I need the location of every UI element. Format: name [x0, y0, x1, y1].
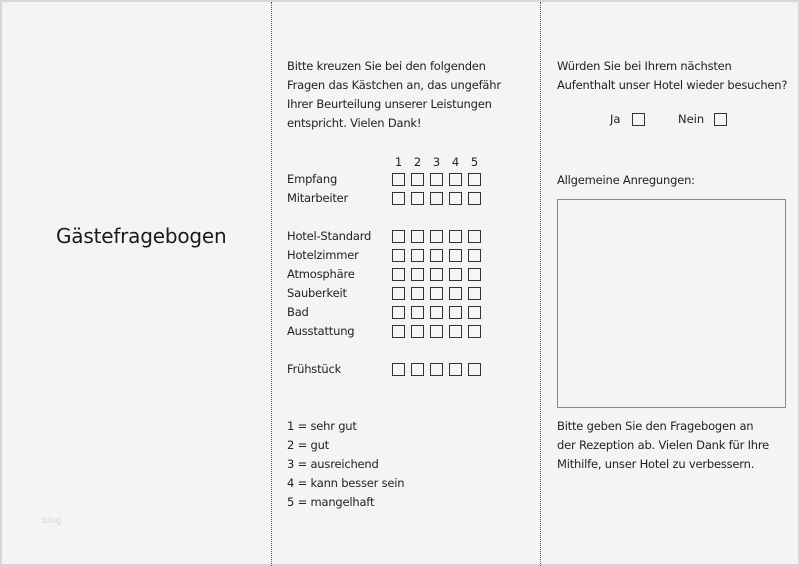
checkbox-rating-3[interactable]	[430, 192, 443, 205]
yes-checkbox[interactable]	[632, 113, 645, 126]
suggestions-textbox[interactable]	[557, 199, 786, 408]
rating-label: Bad	[287, 305, 309, 319]
checkbox-rating-4[interactable]	[449, 363, 462, 376]
checkbox-rating-4[interactable]	[449, 192, 462, 205]
scale-number: 4	[451, 155, 460, 169]
checkbox-rating-5[interactable]	[468, 363, 481, 376]
intro-line: Bitte kreuzen Sie bei den folgenden	[287, 59, 486, 73]
intro-line: Ihrer Beurteilung unserer Leistungen	[287, 97, 492, 111]
checkbox-rating-4[interactable]	[449, 173, 462, 186]
rating-row-mitarbeiter	[287, 189, 487, 208]
checkbox-rating-1[interactable]	[392, 230, 405, 243]
checkbox-rating-5[interactable]	[468, 287, 481, 300]
checkbox-rating-3[interactable]	[430, 363, 443, 376]
no-label: Nein	[678, 112, 705, 126]
rating-label: Hotelzimmer	[287, 248, 359, 262]
rating-label: Hotel-Standard	[287, 229, 372, 243]
legend-item: 5 = mangelhaft	[287, 495, 375, 509]
rating-label: Empfang	[287, 172, 338, 186]
intro-line: entspricht. Vielen Dank!	[287, 116, 422, 130]
checkbox-rating-5[interactable]	[468, 230, 481, 243]
checkbox-rating-3[interactable]	[430, 306, 443, 319]
scale-number: 1	[394, 155, 403, 169]
checkbox-rating-4[interactable]	[449, 287, 462, 300]
closing-line: Mithilfe, unser Hotel zu verbessern.	[557, 457, 755, 471]
closing-line: Bitte geben Sie den Fragebogen an	[557, 419, 754, 433]
fold-line-right	[540, 2, 541, 566]
checkbox-rating-5[interactable]	[468, 249, 481, 262]
checkbox-rating-2[interactable]	[411, 192, 424, 205]
checkbox-rating-3[interactable]	[430, 287, 443, 300]
closing-text	[557, 417, 797, 474]
checkbox-rating-2[interactable]	[411, 325, 424, 338]
suggestions-label: Allgemeine Anregungen:	[557, 173, 695, 187]
legend-item: 1 = sehr gut	[287, 419, 357, 433]
checkbox-rating-4[interactable]	[449, 268, 462, 281]
rating-row-sauberkeit	[287, 284, 487, 303]
checkbox-rating-1[interactable]	[392, 363, 405, 376]
no-checkbox[interactable]	[714, 113, 727, 126]
legend-item: 2 = gut	[287, 438, 329, 452]
checkbox-rating-2[interactable]	[411, 173, 424, 186]
cover-title: Gästefragebogen	[56, 224, 227, 248]
checkbox-rating-2[interactable]	[411, 268, 424, 281]
checkbox-rating-3[interactable]	[430, 230, 443, 243]
rating-row-hotelzimmer	[287, 246, 487, 265]
legend-item: 3 = ausreichend	[287, 457, 379, 471]
checkbox-rating-5[interactable]	[468, 173, 481, 186]
rating-row-bad	[287, 303, 487, 322]
checkbox-rating-1[interactable]	[392, 249, 405, 262]
checkbox-rating-1[interactable]	[392, 306, 405, 319]
checkbox-rating-5[interactable]	[468, 192, 481, 205]
rating-label: Frühstück	[287, 362, 342, 376]
checkbox-rating-1[interactable]	[392, 325, 405, 338]
legend-item: 4 = kann besser sein	[287, 476, 405, 490]
yes-label: Ja	[610, 112, 621, 126]
rating-legend	[287, 417, 404, 512]
checkbox-rating-2[interactable]	[411, 249, 424, 262]
checkbox-rating-3[interactable]	[430, 173, 443, 186]
checkbox-rating-1[interactable]	[392, 192, 405, 205]
fold-line-left	[271, 2, 272, 566]
checkbox-rating-3[interactable]	[430, 249, 443, 262]
rating-label: Sauberkeit	[287, 286, 347, 300]
scale-number: 5	[470, 155, 479, 169]
checkbox-rating-5[interactable]	[468, 268, 481, 281]
checkbox-rating-3[interactable]	[430, 325, 443, 338]
rating-row-atmosphaere	[287, 265, 487, 284]
checkbox-rating-4[interactable]	[449, 249, 462, 262]
watermark: blog	[42, 516, 62, 526]
scale-number: 3	[432, 155, 441, 169]
checkbox-rating-2[interactable]	[411, 363, 424, 376]
rating-row-ausstattung	[287, 322, 487, 341]
checkbox-rating-2[interactable]	[411, 230, 424, 243]
rating-label: Mitarbeiter	[287, 191, 349, 205]
scale-number: 2	[413, 155, 422, 169]
rating-label: Atmosphäre	[287, 267, 355, 281]
checkbox-rating-2[interactable]	[411, 287, 424, 300]
intro-line: Fragen das Kästchen an, das ungefähr	[287, 78, 501, 92]
checkbox-rating-5[interactable]	[468, 325, 481, 338]
checkbox-rating-5[interactable]	[468, 306, 481, 319]
checkbox-rating-3[interactable]	[430, 268, 443, 281]
checkbox-rating-4[interactable]	[449, 230, 462, 243]
revisit-question	[557, 57, 797, 95]
closing-line: der Rezeption ab. Vielen Dank für Ihre	[557, 438, 770, 452]
checkbox-rating-1[interactable]	[392, 268, 405, 281]
rating-row-hotel-standard	[287, 227, 487, 246]
checkbox-rating-2[interactable]	[411, 306, 424, 319]
checkbox-rating-4[interactable]	[449, 325, 462, 338]
rating-label: Ausstattung	[287, 324, 355, 338]
checkbox-rating-1[interactable]	[392, 287, 405, 300]
question-line: Würden Sie bei Ihrem nächsten	[557, 59, 732, 73]
rating-row-fruehstueck	[287, 360, 487, 379]
rating-intro	[287, 57, 537, 133]
checkbox-rating-1[interactable]	[392, 173, 405, 186]
rating-row-empfang	[287, 170, 487, 189]
question-line: Aufenthalt unser Hotel wieder besuchen?	[557, 78, 788, 92]
checkbox-rating-4[interactable]	[449, 306, 462, 319]
